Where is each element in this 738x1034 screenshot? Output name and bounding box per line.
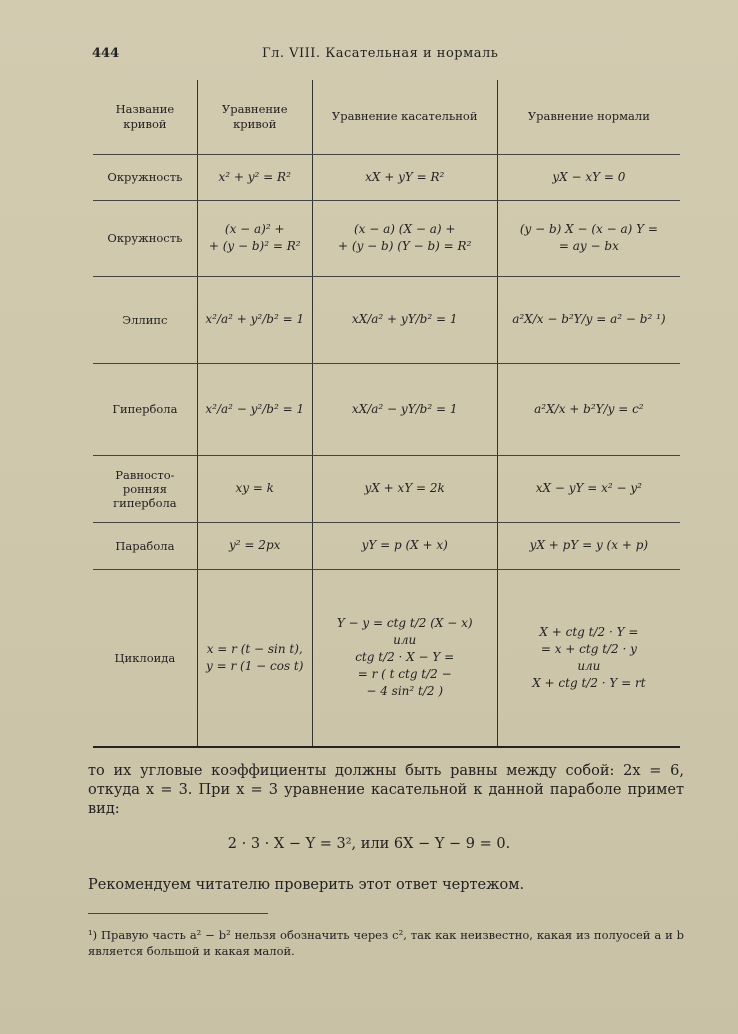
body-paragraph: то их угловые коэффициенты должны быть равны между собой: 2x = 6, откуда x = 3. При x = 3 уравнение касательной к данной параболе примет вид: [88, 763, 684, 817]
page-number: 444 [92, 46, 120, 61]
normal-equation: (y − b) X − (x − a) Y = = ay − bx [497, 200, 680, 276]
curve-name: Циклоида [93, 569, 197, 747]
curve-equation: x = r (t − sin t), y = r (1 − cos t) [197, 569, 312, 747]
curve-name: Равносто- ронняя гипербола [93, 455, 197, 522]
running-title: Гл. VIII. Касательная и нормаль [262, 46, 499, 61]
footnote: ¹) Правую часть a² − b² нельзя обозначить через c², так как неизвестно, какая из полуосей a и b является большой и какая малой. [88, 928, 684, 958]
table-row [93, 200, 680, 276]
curve-equation: (x − a)² + + (y − b)² = R² [197, 200, 312, 276]
curve-name: Окружность [93, 200, 197, 276]
normal-equation: a²X/x + b²Y/y = c² [497, 363, 680, 455]
tangent-equation: xX/a² − yY/b² = 1 [312, 363, 497, 455]
normal-equation: yX + pY = y (x + p) [497, 522, 680, 569]
tangent-equation: xX + yY = R² [312, 154, 497, 200]
footnote-rule [88, 913, 268, 914]
normal-equation: xX − yY = x² − y² [497, 455, 680, 522]
curve-equation: xy = k [197, 455, 312, 522]
tangent-equation: yX + xY = 2k [312, 455, 497, 522]
curve-equation: x²/a² − y²/b² = 1 [197, 363, 312, 455]
table-row [93, 522, 680, 569]
body-paragraph-recommendation: Рекомендуем читателю проверить этот ответ чертежом. [88, 877, 525, 893]
curve-name: Гипербола [93, 363, 197, 455]
curve-equation: y² = 2px [197, 522, 312, 569]
tangent-equation: xX/a² + yY/b² = 1 [312, 276, 497, 363]
column-header-curve-name: Название кривой [93, 80, 197, 154]
table-row [93, 276, 680, 363]
column-header-normal-equation: Уравнение нормали [497, 80, 680, 154]
table-row [93, 363, 680, 455]
table-header-row [93, 80, 680, 154]
curve-equation: x²/a² + y²/b² = 1 [197, 276, 312, 363]
curve-name: Эллипс [93, 276, 197, 363]
tangent-equation: (x − a) (X − a) + + (y − b) (Y − b) = R² [312, 200, 497, 276]
table-row [93, 569, 680, 747]
normal-equation: yX − xY = 0 [497, 154, 680, 200]
curves-equations-table [93, 80, 680, 748]
table-row [93, 455, 680, 522]
tangent-equation: Y − y = ctg t/2 (X − x) или ctg t/2 · X − Y = = r ( t ctg t/2 − − 4 sin² t/2 ) [312, 569, 497, 747]
page-header [92, 46, 692, 66]
display-equation: 2 · 3 · X − Y = 3², или 6X − Y − 9 = 0. [227, 836, 511, 852]
tangent-equation: yY = p (X + x) [312, 522, 497, 569]
normal-equation: a²X/x − b²Y/y = a² − b² ¹) [497, 276, 680, 363]
column-header-tangent-equation: Уравнение касательной [312, 80, 497, 154]
curve-name: Парабола [93, 522, 197, 569]
curve-name: Окружность [93, 154, 197, 200]
curve-equation: x² + y² = R² [197, 154, 312, 200]
table-row [93, 154, 680, 200]
column-header-curve-equation: Уравнение кривой [197, 80, 312, 154]
normal-equation: X + ctg t/2 · Y = = x + ctg t/2 · y или X + ctg t/2 · Y = rt [497, 569, 680, 747]
